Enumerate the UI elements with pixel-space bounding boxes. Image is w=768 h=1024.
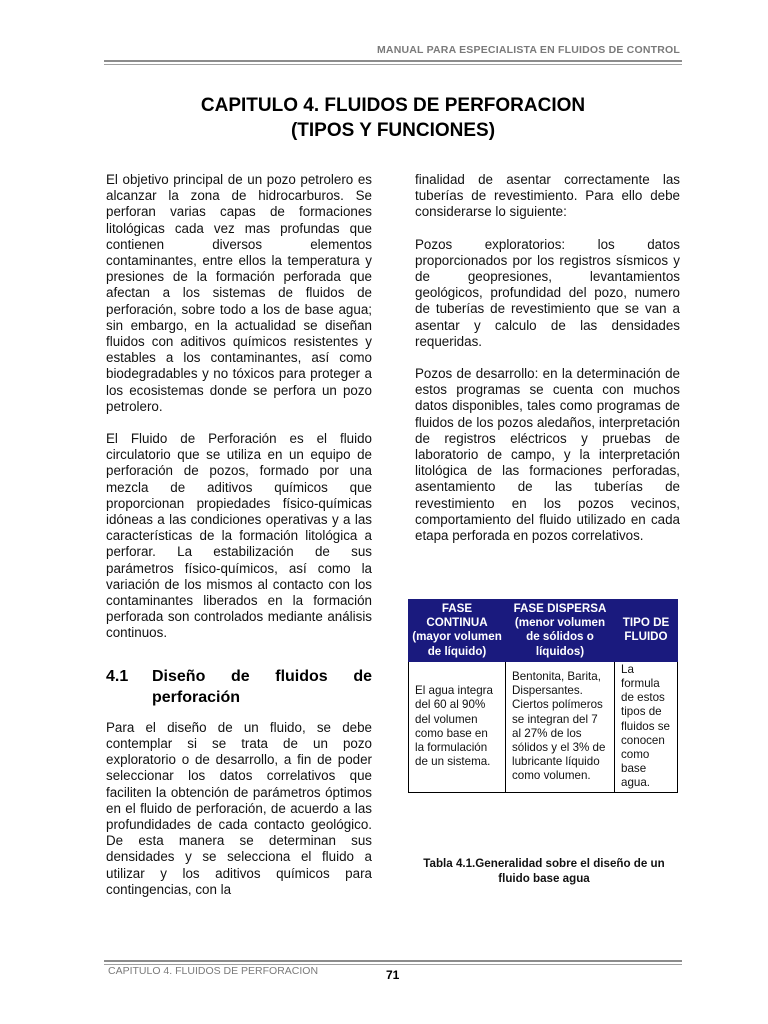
table-header-row (409, 600, 678, 662)
fluid-design-table (408, 599, 678, 793)
paragraph-fluido-perforacion: El Fluido de Perforación es el fluido circulatorio que se utiliza en un equipo de perforación de pozos, formado por una mezcla de aditivos químicos que proporcionan propiedades físico-químicas idóneas a las condiciones operativas y a las características de la formación litológica a perforar. La estabilización de sus parámetros físico-químicos, así como la variación de los mismos al contacto con los contaminantes liberados en la formación perforada son controlados mediante análisis continuos. (106, 431, 372, 641)
paragraph-pozos-exploratorios: Pozos exploratorios: los datos proporcionados por los registros sísmicos y de geopresiones, levantamientos geológicos, profundidad del pozo, numero de tuberías de revestimiento que se van a asentar y calculo de las densidades requeridas. (415, 236, 680, 349)
table-cell: El agua integra del 60 al 90% del volumen como base en la formulación de un sistema. (409, 661, 506, 792)
page-number: 71 (386, 968, 400, 982)
table-header: FASE DISPERSA (menor volumen de sólidos o líquidos) (506, 600, 615, 662)
header-rule-thin (104, 64, 682, 65)
paragraph-diseno: Para el diseño de un fluido, se debe contemplar si se trata de un pozo exploratorio o de desarrollo, a fin de poder seleccionar los datos correlativos que faciliten la obtención de parámetros óptimos en el fluido de perforación, de acuerdo a las profundidades de cada contacto geológico. De esta manera se determinan sus densidades y se selecciona el fluido a utilizar y los aditivos químicos para contingencias, con la (106, 719, 372, 897)
footer-rule (104, 960, 682, 962)
table-header: TIPO DE FLUIDO (615, 600, 678, 662)
paragraph-objetivo: El objetivo principal de un pozo petrolero es alcanzar la zona de hidrocarburos. Se perforan varias capas de formaciones litológicas cada vez mas profundas que contienen diversos elementos contaminantes, entre ellos la temperatura y presiones de la formación perforada que afectan a los sistemas de fluidos de perforación, sobre todo a los de base agua; sin embargo, en la actualidad se diseñan fluidos con aditivos químicos resistentes y estables a los contaminantes, así como biodegradables y no tóxicos para proteger a los ecosistemas donde se perfora un pozo petrolero. (106, 172, 372, 414)
footer-chapter: CAPITULO 4. FLUIDOS DE PERFORACION (108, 965, 319, 977)
header-rule (104, 60, 682, 62)
title-line-2: (TIPOS Y FUNCIONES) (290, 120, 496, 141)
table-row (409, 661, 678, 792)
paragraph-finalidad: finalidad de asentar correctamente las tuberías de revestimiento. Para ello debe considerarse lo siguiente: (415, 172, 680, 220)
table-cell: Bentonita, Barita, Dispersantes. Ciertos polímeros se integran del 7 al 27% de los sólidos y el 3% de lubricante líquido como volumen. (506, 661, 615, 792)
section-title: Diseño de fluidos de perforación (152, 667, 372, 706)
left-column (106, 172, 372, 914)
page-title (104, 93, 682, 143)
right-column (415, 172, 680, 560)
table-header: FASE CONTINUA (mayor volumen de líquido) (409, 600, 506, 662)
section-heading (106, 666, 372, 708)
title-line-1: CAPITULO 4. FLUIDOS DE PERFORACION (200, 95, 586, 116)
table-caption: Tabla 4.1.Generalidad sobre el diseño de un fluido base agua (423, 857, 665, 885)
running-header: MANUAL PARA ESPECIALISTA EN FLUIDOS DE CONTROL (376, 44, 680, 56)
section-number: 4.1 (106, 667, 129, 685)
table-cell: La formula de estos tipos de fluidos se conocen como base agua. (615, 661, 678, 792)
paragraph-pozos-desarrollo: Pozos de desarrollo: en la determinación de estos programas se cuenta con muchos datos disponibles, tales como programas de fluidos de los pozos aledaños, interpretación de registros eléctricos y pruebas de laboratorio de campo, y la interpretación litológica de las formaciones perforadas, asentamiento de las tuberías de revestimiento en los pozos vecinos, comportamiento del fluido utilizado en cada etapa perforada en pozos correlativos. (415, 366, 680, 544)
